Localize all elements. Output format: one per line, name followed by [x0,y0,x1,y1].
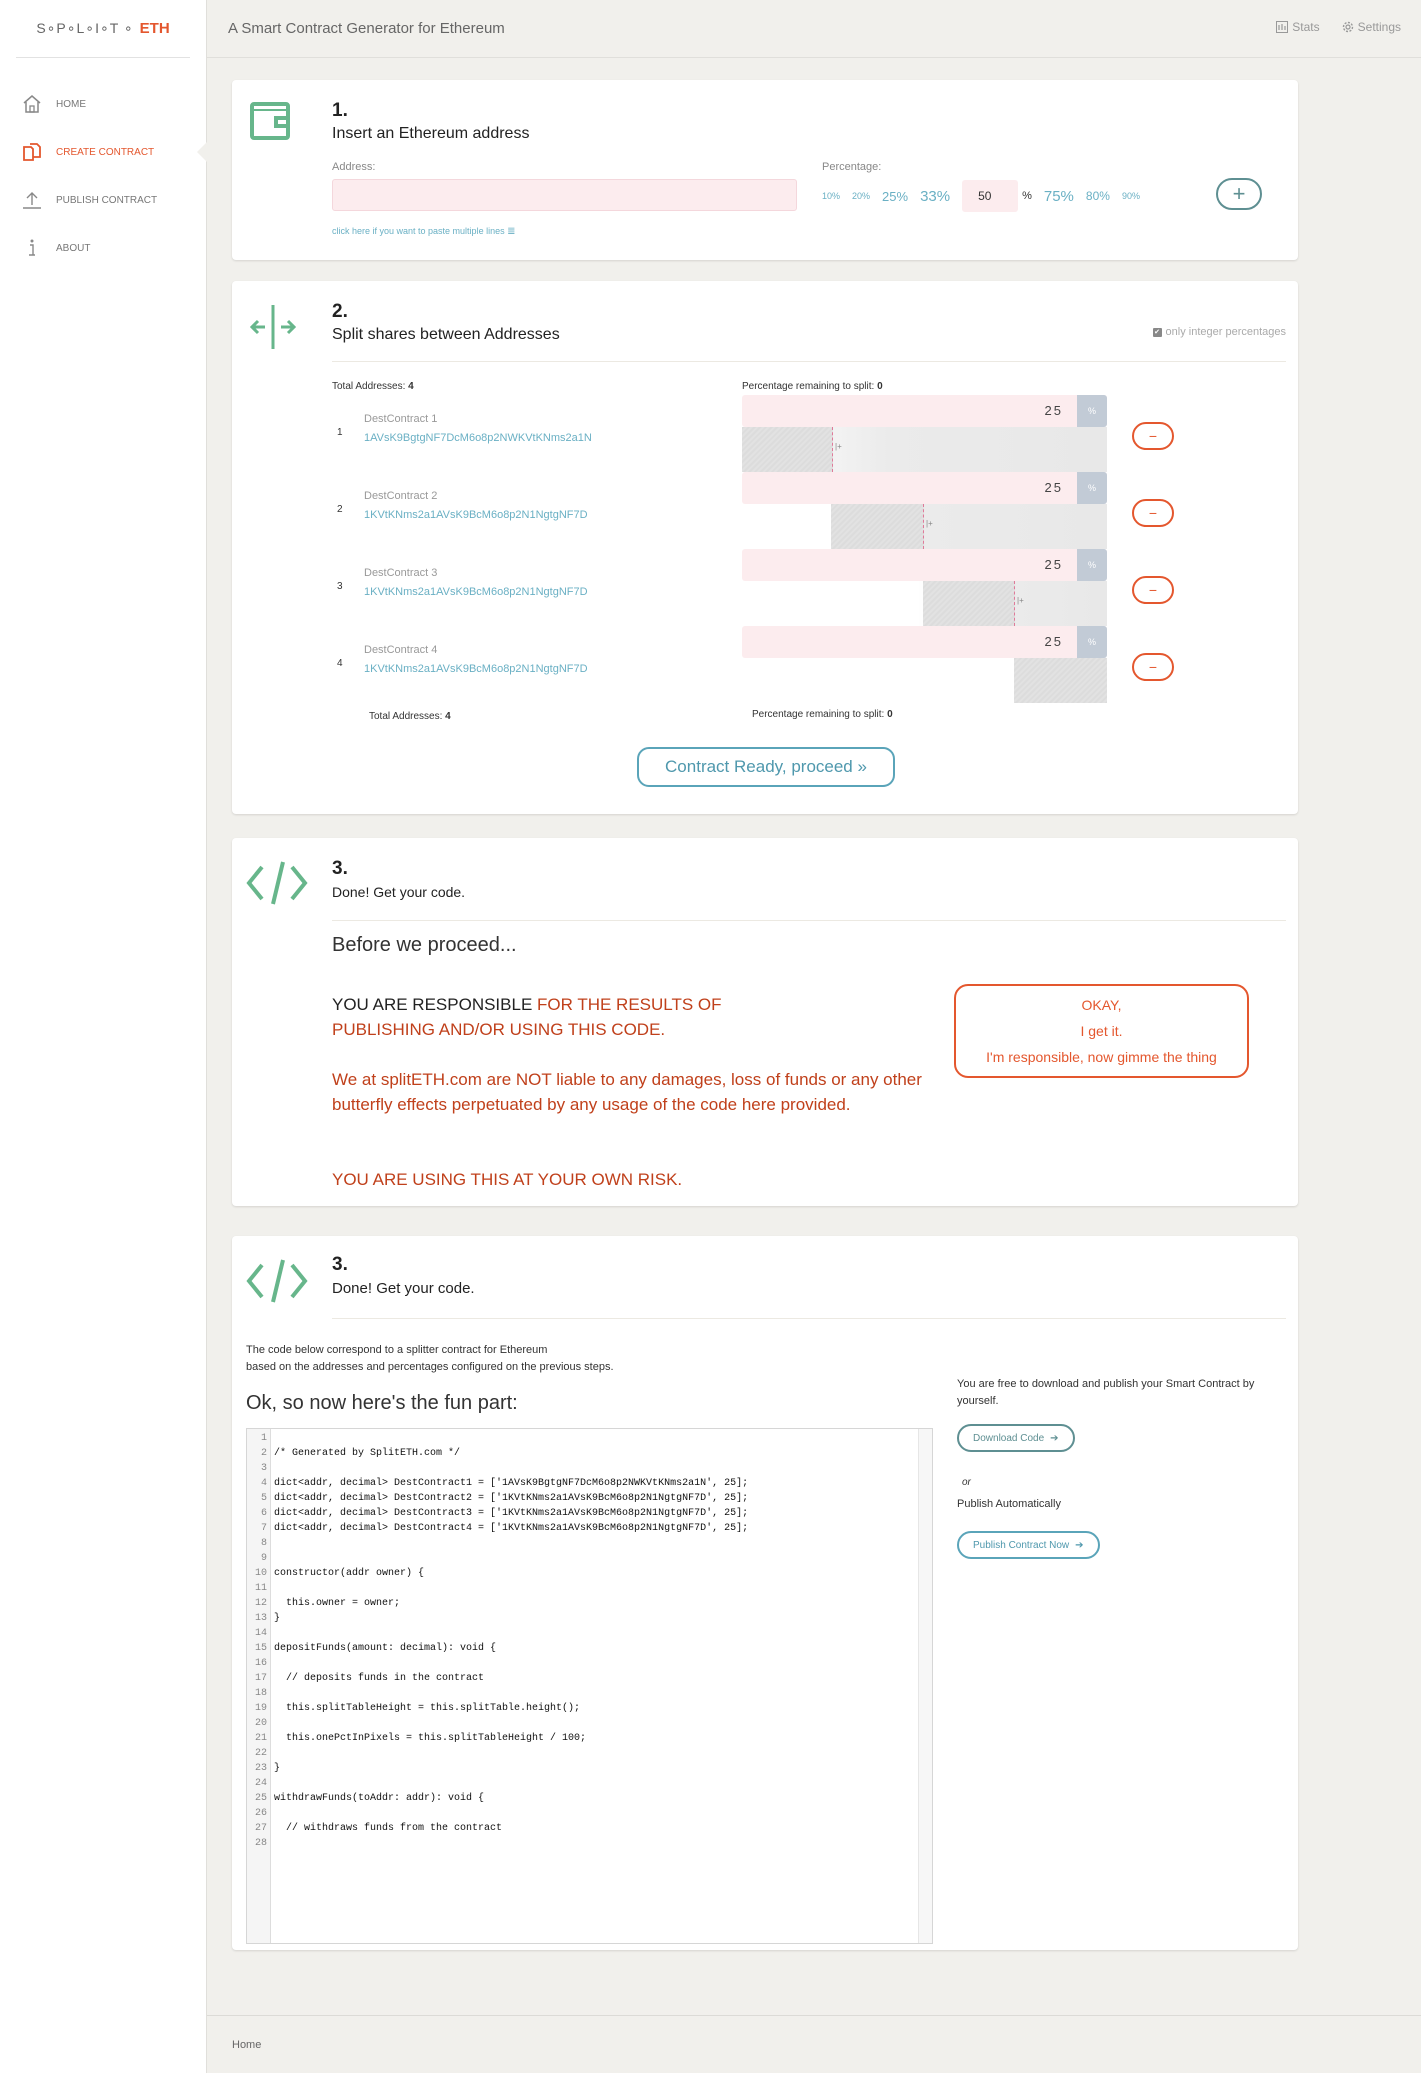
ack-line-1: OKAY, [1081,997,1122,1013]
line-number: 1 [260,1433,267,1444]
responsibility-text [332,992,752,1042]
code-line [247,1763,280,1778]
percent-addon: % [1077,472,1107,504]
add-address-button[interactable]: + [1216,178,1262,210]
step3-warning-card [232,838,1298,1206]
step-title: Done! Get your code. [332,884,466,900]
code-text [269,1553,274,1568]
line-number: 24 [254,1778,267,1789]
step-number: 3. [332,858,348,879]
line-number: 14 [254,1628,267,1639]
code-text: // deposits funds in the contract [274,1673,485,1684]
code-text [269,1688,274,1703]
code-line [247,1613,280,1628]
code-line [247,1673,484,1688]
code-line [247,1463,274,1478]
code-text [269,1838,274,1853]
line-number: 4 [260,1478,267,1489]
or-label: or [962,1477,971,1488]
code-text [269,1778,274,1793]
sidebar [0,0,207,2073]
line-number: 23 [254,1763,267,1774]
code-text: withdrawFunds(toAddr: addr): void { [274,1793,485,1804]
step3-code-card [232,1236,1298,1950]
publish-label: Publish Contract Now [973,1539,1070,1551]
line-number: 2 [260,1448,267,1459]
before-we-proceed-heading: Before we proceed... [332,934,517,956]
row-address[interactable]: 1KVtKNms2a1AVsK9BcM6o8p2N1NgtgNF7D [364,509,588,521]
row-percent-value: 25 [1044,403,1063,418]
line-number: 20 [254,1718,267,1729]
total-label: Total Addresses: [369,711,443,722]
code-line [247,1703,580,1718]
percent-option-80[interactable]: 80% [1085,189,1110,203]
slider-handle-icon[interactable]: |+ [835,442,842,451]
line-number: 25 [254,1793,267,1804]
line-number: 6 [260,1508,267,1519]
remaining-value: 0 [877,381,883,392]
row-index: 2 [337,504,343,515]
percent-option-25[interactable]: 25% [882,188,909,204]
percent-option-75[interactable]: 75% [1043,187,1074,205]
total-value: 4 [408,381,414,392]
app-title: A Smart Contract Generator for Ethereum [228,20,505,37]
line-number: 10 [254,1568,267,1579]
line-number: 15 [254,1643,267,1654]
remaining-label: Percentage remaining to split: [752,709,885,720]
code-text [269,1628,274,1643]
step-title: Split shares between Addresses [332,326,560,343]
code-text: dict<addr, decimal> DestContract1 = ['1AVsK9BgtgNF7DcM6o8p2NWKVtKNms2a1N', 25]; [274,1478,749,1489]
footer-breadcrumb-home[interactable]: Home [232,2038,262,2051]
sidebar-item-label: PUBLISH CONTRACT [56,194,158,206]
split-slider-track[interactable] [742,658,1107,703]
logo-text: S∘P∘L∘I∘T ∘ [36,20,134,36]
responsibility-rest: FOR THE RESULTS OF PUBLISHING AND/OR USING THIS CODE. [332,995,722,1039]
list-icon: ≣ [507,226,516,237]
code-line [247,1808,274,1823]
upload-icon [20,188,44,212]
line-number: 13 [254,1613,267,1624]
paste-link-label: click here if you want to paste multiple lines [332,226,505,236]
line-number: 19 [254,1703,267,1714]
editor-scrollbar[interactable] [918,1429,932,1943]
line-number: 11 [254,1583,267,1594]
code-text: dict<addr, decimal> DestContract3 = ['1KVtKNms2a1AVsK9BcM6o8p2N1NgtgNF7D', 25]; [274,1508,749,1519]
code-text [269,1538,274,1553]
stats-link[interactable] [1276,20,1319,34]
percent-option-20[interactable]: 20% [852,191,871,201]
divider [332,920,1286,921]
code-icon [246,1258,308,1309]
sidebar-item-label: ABOUT [56,242,91,254]
home-icon [20,92,44,116]
step2-card [232,281,1298,814]
split-slider-fill [1014,658,1107,703]
row-address[interactable]: 1AVsK9BgtgNF7DcM6o8p2NWKVtKNms2a1N [364,432,592,444]
arrow-right-icon: ➔ [1075,1539,1084,1551]
step1-card [232,80,1298,260]
code-text: dict<addr, decimal> DestContract2 = ['1KVtKNms2a1AVsK9BcM6o8p2N1NgtgNF7D', 25]; [274,1493,749,1504]
fun-part-heading: Ok, so now here's the fun part: [246,1392,518,1414]
row-name: DestContract 2 [364,490,438,502]
row-percent-value: 25 [1044,634,1063,649]
percentage-options [822,180,1152,212]
info-icon [20,236,44,260]
code-line [247,1523,748,1538]
code-text: depositFunds(amount: decimal): void { [274,1643,497,1654]
footer [207,2015,1421,2073]
code-editor[interactable] [246,1428,933,1944]
code-line [247,1538,274,1553]
line-number: 3 [260,1463,267,1474]
total-addresses-bottom [369,711,451,722]
code-line [247,1793,484,1808]
code-text: this.onePctInPixels = this.splitTableHeight / 100; [274,1733,587,1744]
intro-line-1: The code below correspond to a splitter contract for Ethereum [246,1344,548,1356]
split-slider-fill [742,427,833,472]
sidebar-nav [0,80,206,272]
percent-addon: % [1077,549,1107,581]
code-text [269,1463,274,1478]
code-text: constructor(addr owner) { [274,1568,425,1579]
topbar [207,0,1421,58]
line-number: 27 [254,1823,267,1834]
percentage-input[interactable]: 50 [962,180,1018,212]
step-number: 1. [332,100,348,121]
code-line [247,1718,274,1733]
line-number: 7 [260,1523,267,1534]
remaining-top [742,381,883,392]
code-line [247,1433,274,1448]
paste-multiple-lines-link[interactable] [332,226,516,237]
code-text [269,1808,274,1823]
download-label: Download Code [973,1432,1045,1444]
wallet-icon [250,102,292,145]
code-line [247,1493,748,1508]
code-line [247,1583,274,1598]
remove-row-button[interactable]: − [1132,499,1174,527]
percent-option-10[interactable]: 10% [822,191,841,201]
code-line [247,1823,502,1838]
code-text: this.splitTableHeight = this.splitTable.height(); [274,1703,581,1714]
code-line [247,1688,274,1703]
remaining-value: 0 [887,709,893,720]
code-line [247,1628,274,1643]
code-line [247,1838,274,1853]
sidebar-item-home[interactable] [0,80,206,128]
code-line [247,1598,400,1613]
sidebar-item-about[interactable] [0,224,206,272]
percent-addon: % [1077,395,1107,427]
publish-contract-now-button[interactable] [957,1531,1100,1559]
address-input[interactable] [332,179,797,211]
liability-text: We at splitETH.com are NOT liable to any damages, loss of funds or any other butterfly effects perpetuated by any usage of the code here provided. [332,1070,922,1114]
code-text: // withdraws funds from the contract [274,1823,503,1834]
documents-icon [20,140,44,164]
logo-accent: ETH [139,20,170,37]
code-text: dict<addr, decimal> DestContract4 = ['1KVtKNms2a1AVsK9BcM6o8p2N1NgtgNF7D', 25]; [274,1523,749,1534]
sidebar-item-create-contract[interactable] [0,128,206,176]
code-text [269,1658,274,1673]
code-line [247,1478,748,1493]
line-number: 22 [254,1748,267,1759]
code-text [269,1748,274,1763]
divider [332,1318,1286,1319]
publish-automatically-label: Publish Automatically [957,1498,1061,1510]
total-value: 4 [445,711,451,722]
row-address[interactable]: 1KVtKNms2a1AVsK9BcM6o8p2N1NgtgNF7D [364,586,588,598]
percent-addon: % [1077,626,1107,658]
sidebar-item-label: CREATE CONTRACT [56,146,155,158]
divider [332,361,1286,362]
percent-option-90[interactable]: 90% [1121,191,1140,201]
slider-handle-icon[interactable]: |+ [1017,596,1024,605]
logo[interactable] [16,0,190,58]
split-arrows-icon [250,305,296,354]
total-addresses-top [332,381,414,392]
code-text [269,1583,274,1598]
sidebar-item-label: HOME [56,98,86,110]
download-code-button[interactable] [957,1424,1075,1452]
stats-label: Stats [1292,20,1320,34]
line-number: 5 [260,1493,267,1504]
remaining-label: Percentage remaining to split: [742,381,875,392]
split-slider-track[interactable] [742,427,1107,472]
code-text: /* Generated by SplitETH.com */ [274,1448,461,1459]
line-number: 21 [254,1733,267,1744]
split-slider-fill [923,581,1015,626]
checkbox-checked-icon[interactable]: ✔ [1154,328,1160,336]
row-name: DestContract 4 [364,644,438,656]
row-address[interactable]: 1KVtKNms2a1AVsK9BcM6o8p2N1NgtgNF7D [364,663,588,675]
line-number: 12 [254,1598,267,1609]
step-number: 3. [332,1254,348,1275]
ack-line-3: I'm responsible, now gimme the thing [986,1049,1217,1065]
code-line [247,1508,748,1523]
code-text: } [274,1613,281,1624]
row-index: 4 [337,658,343,669]
acknowledge-button[interactable] [954,984,1249,1078]
remove-row-button[interactable]: − [1132,576,1174,604]
remove-row-button[interactable]: − [1132,422,1174,450]
row-name: DestContract 1 [364,413,438,425]
ack-line-2: I get it. [1080,1023,1123,1039]
row-percent-input[interactable] [742,549,1107,581]
percent-option-33[interactable]: 33% [920,187,951,205]
split-slider-track[interactable] [742,504,1107,549]
row-percent-value: 25 [1044,557,1063,572]
code-line [247,1568,424,1583]
line-number: 16 [254,1658,267,1669]
own-risk-text: YOU ARE USING THIS AT YOUR OWN RISK. [332,1170,683,1189]
code-line [247,1643,496,1658]
download-info-text: You are free to download and publish your Smart Contract by yourself. [957,1378,1255,1407]
line-number: 8 [260,1538,267,1549]
percent-symbol: % [1022,190,1032,202]
settings-label: Settings [1357,20,1401,34]
code-text [269,1718,274,1733]
integer-only-toggle[interactable] [1153,326,1286,338]
arrow-right-icon: ➔ [1050,1432,1059,1444]
slider-handle-icon[interactable]: |+ [926,519,933,528]
gear-icon [1342,21,1354,33]
code-text: } [274,1763,281,1774]
split-slider-fill [831,504,924,549]
split-slider-track[interactable] [742,581,1107,626]
row-percent-input[interactable] [742,626,1107,658]
row-percent-input[interactable] [742,395,1107,427]
code-line [247,1748,274,1763]
sidebar-item-publish-contract[interactable] [0,176,206,224]
step-number: 2. [332,301,348,322]
code-intro [246,1342,614,1376]
code-line [247,1733,586,1748]
row-name: DestContract 3 [364,567,438,579]
code-icon [246,860,308,911]
stats-icon [1276,21,1288,33]
step-title: Insert an Ethereum address [332,125,530,142]
responsibility-strong: YOU ARE RESPONSIBLE [332,995,533,1014]
address-label: Address: [332,161,376,173]
percentage-label: Percentage: [822,161,882,173]
line-number: 9 [260,1553,267,1564]
integer-only-label: only integer percentages [1165,326,1286,338]
top-actions [1276,20,1401,34]
row-percent-value: 25 [1044,480,1063,495]
code-text [269,1433,274,1448]
remaining-bottom [752,709,893,720]
code-line [247,1553,274,1568]
contract-ready-proceed-button[interactable]: Contract Ready, proceed » [637,747,895,787]
line-number: 28 [254,1838,267,1849]
total-label: Total Addresses: [332,381,406,392]
row-index: 3 [337,581,343,592]
settings-link[interactable] [1342,20,1401,34]
intro-line-2: based on the addresses and percentages configured on the previous steps. [246,1361,614,1373]
row-index: 1 [337,427,343,438]
step-title: Done! Get your code. [332,1280,475,1297]
code-line [247,1778,274,1793]
line-number: 18 [254,1688,267,1699]
code-text: this.owner = owner; [274,1598,401,1609]
remove-row-button[interactable]: − [1132,653,1174,681]
line-number: 26 [254,1808,267,1819]
code-line [247,1658,274,1673]
row-percent-input[interactable] [742,472,1107,504]
line-number: 17 [254,1673,267,1684]
code-line [247,1448,460,1463]
